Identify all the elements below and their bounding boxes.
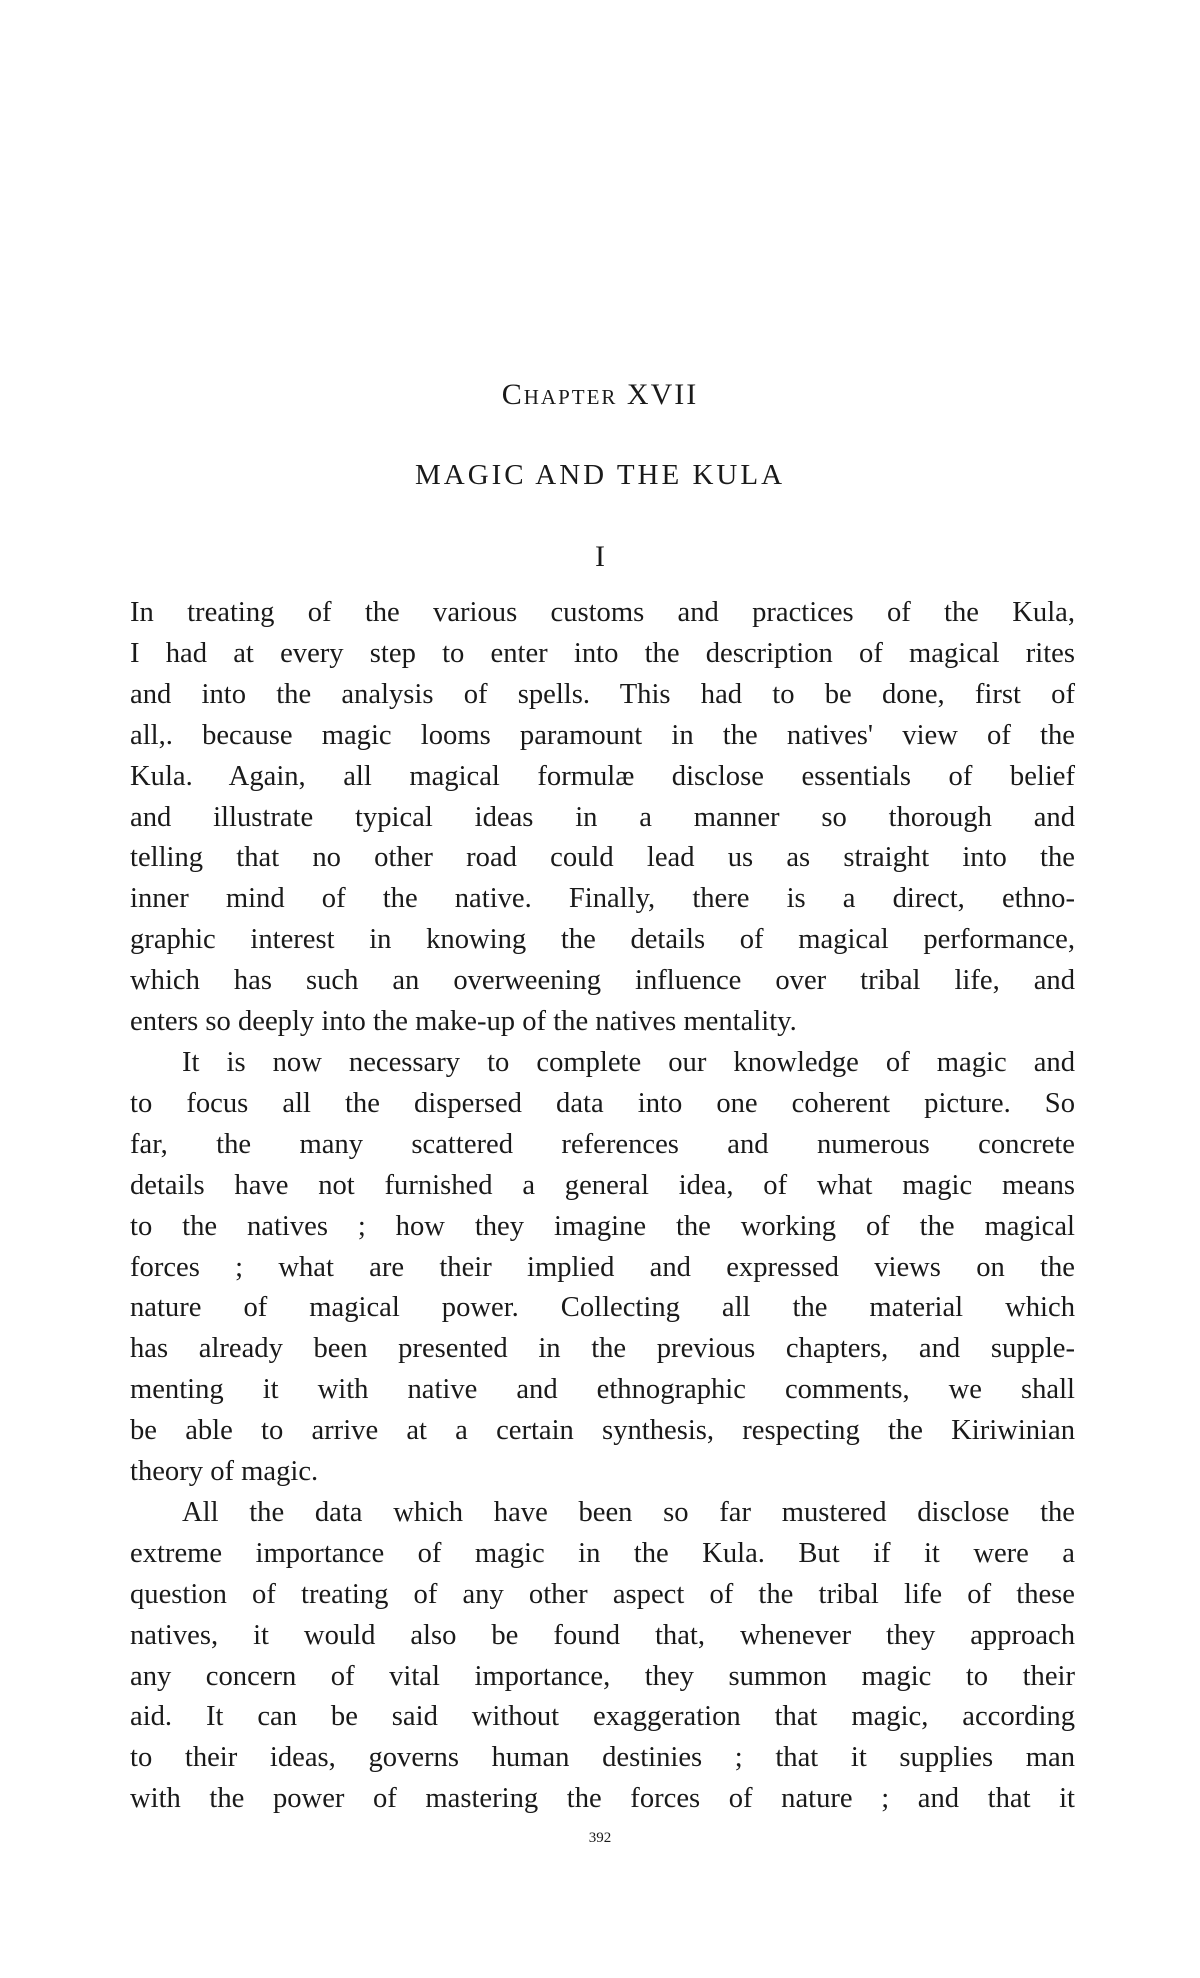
text-line: telling that no other road could lead us as straight into the — [130, 842, 1075, 874]
text-line: question of treating of any other aspect of the tribal life of these — [130, 1578, 1075, 1610]
text-line: theory of magic. — [130, 1456, 319, 1488]
section-number: I — [595, 540, 605, 573]
text-line: Kula. Again, all magical formulæ disclose essentials of belief — [130, 760, 1075, 792]
text-line: It is now necessary to complete our knowledge of magic and — [182, 1046, 1075, 1078]
text-line: with the power of mastering the forces of nature ; and that it — [130, 1783, 1075, 1815]
text-line: has already been presented in the previous chapters, and supple- — [130, 1333, 1075, 1365]
page-number: 392 — [588, 1830, 612, 1846]
text-line: details have not furnished a general idea, of what magic means — [130, 1169, 1075, 1201]
paragraph — [130, 1043, 1075, 1493]
text-line: inner mind of the native. Finally, there is a direct, ethno- — [130, 883, 1075, 915]
text-line: menting it with native and ethnographic comments, we shall — [130, 1374, 1075, 1406]
text-line: any concern of vital importance, they summon magic to their — [130, 1660, 1075, 1692]
text-line: all,. because magic looms paramount in the natives' view of the — [130, 719, 1075, 751]
paragraph — [130, 1493, 1075, 1820]
chapter-heading: Chapter XVII — [501, 378, 699, 411]
text-line: enters so deeply into the make-up of the natives mentality. — [130, 1006, 797, 1038]
text-line: to focus all the dispersed data into one coherent picture. So — [130, 1087, 1075, 1119]
body-text — [130, 593, 1075, 1820]
text-line: to the natives ; how they imagine the working of the magical — [130, 1210, 1075, 1242]
text-line: and illustrate typical ideas in a manner so thorough and — [130, 801, 1075, 833]
text-line: forces ; what are their implied and expressed views on the — [130, 1251, 1075, 1283]
text-line: nature of magical power. Collecting all the material which — [130, 1292, 1075, 1324]
text-line: to their ideas, governs human destinies ; that it supplies man — [130, 1742, 1075, 1774]
text-line: graphic interest in knowing the details of magical performance, — [130, 924, 1075, 956]
text-line: extreme importance of magic in the Kula. But if it were a — [130, 1537, 1075, 1569]
chapter-title: MAGIC AND THE KULA — [414, 459, 786, 491]
text-line: which has such an overweening influence over tribal life, and — [130, 965, 1075, 997]
text-line: and into the analysis of spells. This had to be done, first of — [130, 678, 1075, 710]
text-line: aid. It can be said without exaggeration that magic, according — [130, 1701, 1075, 1733]
text-line: natives, it would also be found that, whenever they approach — [130, 1619, 1075, 1651]
text-line: In treating of the various customs and practices of the Kula, — [130, 597, 1075, 628]
paragraph — [130, 593, 1075, 1043]
text-line: I had at every step to enter into the description of magical rites — [130, 637, 1075, 669]
text-line: All the data which have been so far mustered disclose the — [182, 1496, 1075, 1528]
text-line: far, the many scattered references and numerous concrete — [130, 1128, 1075, 1160]
text-line: be able to arrive at a certain synthesis, respecting the Kiriwinian — [130, 1415, 1075, 1447]
